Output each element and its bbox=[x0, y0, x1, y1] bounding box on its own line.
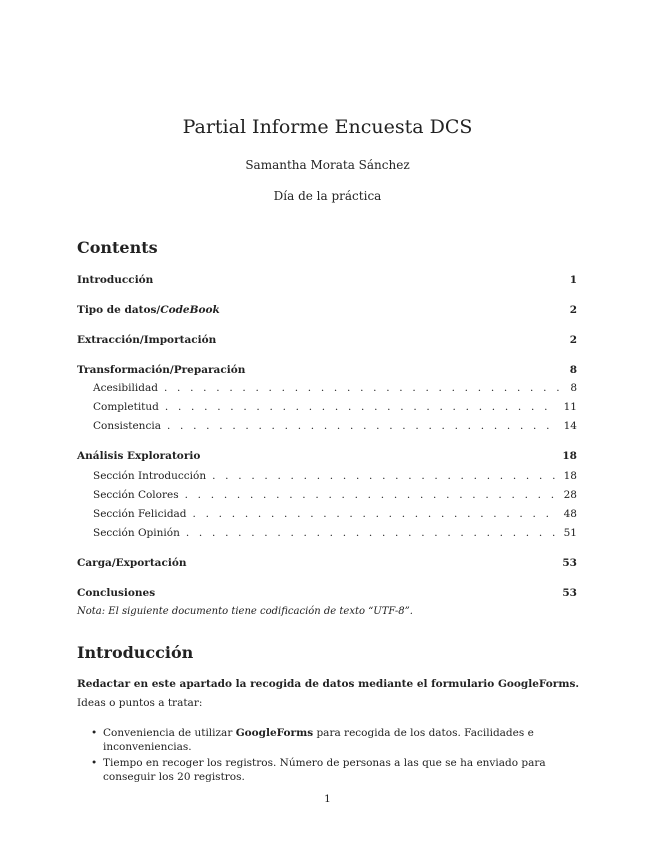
toc-label: Completitud bbox=[93, 401, 159, 413]
toc-label: Sección Colores bbox=[93, 489, 179, 501]
toc-page: 28 bbox=[563, 489, 577, 501]
toc-subentry-seccion-opinion[interactable] bbox=[77, 527, 577, 539]
toc-entry-analisis[interactable] bbox=[77, 450, 577, 462]
encoding-note: Nota: El siguiente documento tiene codificación de texto “UTF-8”. bbox=[77, 606, 413, 617]
toc-subentry-seccion-colores[interactable] bbox=[77, 489, 577, 501]
toc-subentry-completitud[interactable] bbox=[77, 401, 577, 413]
toc-label: Sección Felicidad bbox=[93, 508, 187, 520]
toc-entry-conclusiones[interactable] bbox=[77, 587, 577, 599]
toc-page: 51 bbox=[563, 527, 577, 539]
document-title: Partial Informe Encuesta DCS bbox=[182, 116, 473, 138]
toc-label: Introducción bbox=[77, 274, 154, 286]
toc-leader-dots bbox=[164, 382, 559, 394]
toc-subentry-seccion-introduccion[interactable] bbox=[77, 470, 577, 482]
toc-label: Sección Opinión bbox=[93, 527, 180, 539]
toc-entry-transformacion[interactable] bbox=[77, 364, 577, 376]
toc-leader-dots bbox=[193, 508, 558, 520]
toc-leader-dots bbox=[186, 527, 558, 539]
toc-page: 2 bbox=[569, 334, 577, 346]
toc-subentry-seccion-felicidad[interactable] bbox=[77, 508, 577, 520]
toc-page: 14 bbox=[563, 420, 577, 432]
toc-page: 48 bbox=[563, 508, 577, 520]
toc-subentry-acesibilidad[interactable] bbox=[77, 382, 577, 394]
toc-label: Acesibilidad bbox=[93, 382, 158, 394]
toc-entry-introduccion[interactable] bbox=[77, 274, 577, 286]
contents-heading: Contents bbox=[77, 238, 158, 257]
toc-label: Extracción/Importación bbox=[77, 334, 217, 346]
toc-subentry-consistencia[interactable] bbox=[77, 420, 577, 432]
toc-page: 8 bbox=[570, 382, 577, 394]
document-author: Samantha Morata Sánchez bbox=[245, 158, 410, 172]
toc-leader-dots bbox=[167, 420, 558, 432]
toc-entry-tipo-datos[interactable] bbox=[77, 304, 577, 316]
toc-label: Transformación/Preparación bbox=[77, 364, 246, 376]
toc-page: 53 bbox=[562, 557, 577, 569]
list-item: • Conveniencia de utilizar GoogleForms para recogida de los datos. Facilidades e inconveniencias. bbox=[77, 726, 577, 754]
ideas-label: Ideas o puntos a tratar: bbox=[77, 697, 203, 709]
toc-leader-dots bbox=[185, 489, 558, 501]
toc-label: Carga/Exportación bbox=[77, 557, 187, 569]
section-heading-introduccion: Introducción bbox=[77, 643, 194, 662]
toc-page: 8 bbox=[569, 364, 577, 376]
ideas-list bbox=[77, 726, 577, 786]
toc-entry-carga[interactable] bbox=[77, 557, 577, 569]
toc-label: Conclusiones bbox=[77, 587, 156, 599]
toc-label: Análisis Exploratorio bbox=[77, 450, 201, 462]
page-number: 1 bbox=[324, 793, 331, 805]
toc-page: 53 bbox=[562, 587, 577, 599]
document-date: Día de la práctica bbox=[273, 189, 382, 203]
toc-entry-extraccion[interactable] bbox=[77, 334, 577, 346]
toc-page: 2 bbox=[569, 304, 577, 316]
toc-label: Consistencia bbox=[93, 420, 161, 432]
toc-page: 18 bbox=[562, 450, 577, 462]
toc-label: Tipo de datos/CodeBook bbox=[77, 304, 220, 316]
toc-label: Sección Introducción bbox=[93, 470, 207, 482]
list-item: • Tiempo en recoger los registros. Número de personas a las que se ha enviado para conseguir los 20 registros. bbox=[77, 756, 577, 784]
toc-page: 1 bbox=[569, 274, 577, 286]
toc-leader-dots bbox=[165, 401, 558, 413]
toc-page: 18 bbox=[563, 470, 577, 482]
instruction-line: Redactar en este apartado la recogida de datos mediante el formulario GoogleForms. bbox=[77, 678, 580, 690]
toc-page: 11 bbox=[563, 401, 577, 413]
toc-leader-dots bbox=[212, 470, 558, 482]
